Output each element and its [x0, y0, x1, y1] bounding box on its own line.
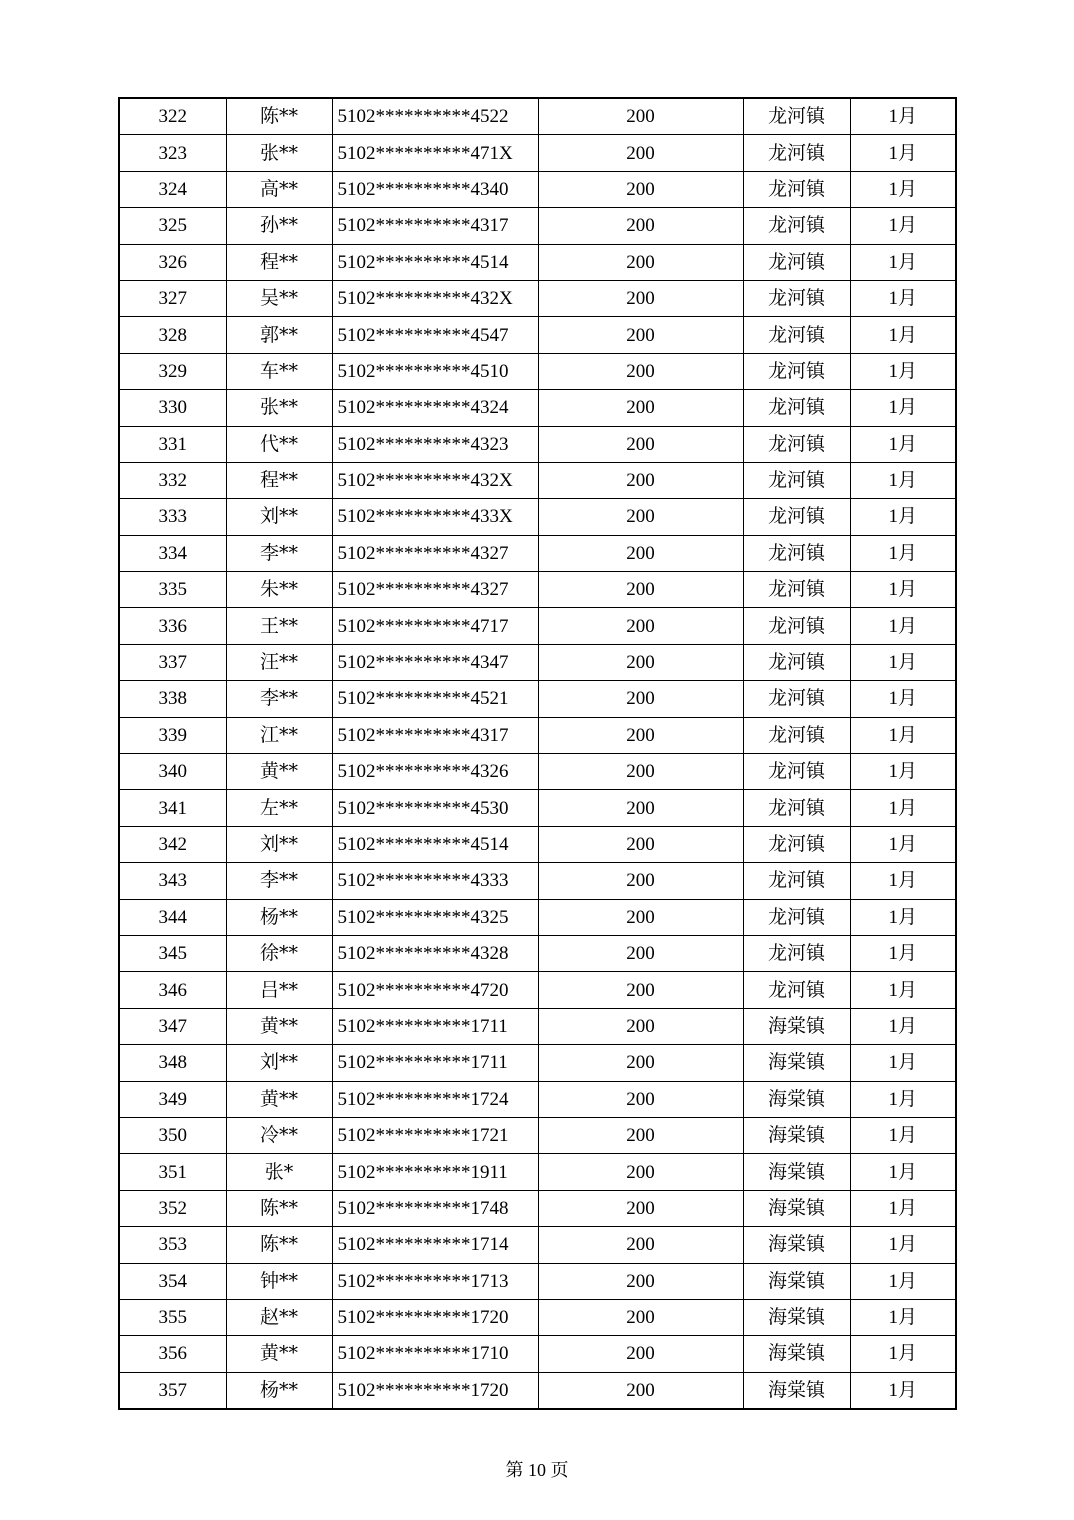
row-number-cell: 337: [119, 644, 226, 680]
month-cell: 1月: [850, 244, 956, 280]
row-number-cell: 344: [119, 899, 226, 935]
month-cell: 1月: [850, 208, 956, 244]
name-cell: 张**: [226, 390, 332, 426]
id-number-cell: 5102**********433X: [332, 499, 538, 535]
town-cell: 龙河镇: [743, 754, 850, 790]
table-row: [119, 208, 956, 244]
amount-cell: 200: [538, 572, 743, 608]
month-cell: 1月: [850, 935, 956, 971]
table-row: [119, 1154, 956, 1190]
table-row: [119, 426, 956, 462]
row-number-cell: 346: [119, 972, 226, 1008]
row-number-cell: 332: [119, 462, 226, 498]
month-cell: 1月: [850, 317, 956, 353]
month-cell: 1月: [850, 826, 956, 862]
town-cell: 龙河镇: [743, 135, 850, 171]
name-cell: 程**: [226, 462, 332, 498]
row-number-cell: 334: [119, 535, 226, 571]
month-cell: 1月: [850, 681, 956, 717]
name-cell: 李**: [226, 681, 332, 717]
id-number-cell: 5102**********1711: [332, 1008, 538, 1044]
amount-cell: 200: [538, 754, 743, 790]
amount-cell: 200: [538, 1227, 743, 1263]
name-cell: 吕**: [226, 972, 332, 1008]
table-row: [119, 899, 956, 935]
id-number-cell: 5102**********4317: [332, 208, 538, 244]
id-number-cell: 5102**********432X: [332, 280, 538, 316]
name-cell: 冷**: [226, 1117, 332, 1153]
id-number-cell: 5102**********4326: [332, 754, 538, 790]
row-number-cell: 326: [119, 244, 226, 280]
name-cell: 杨**: [226, 1372, 332, 1409]
name-cell: 汪**: [226, 644, 332, 680]
row-number-cell: 340: [119, 754, 226, 790]
town-cell: 海棠镇: [743, 1263, 850, 1299]
id-number-cell: 5102**********4317: [332, 717, 538, 753]
table-row: [119, 462, 956, 498]
subsidy-table: [118, 97, 957, 1410]
page-number: 第 10 页: [505, 1460, 569, 1480]
table-row: [119, 244, 956, 280]
row-number-cell: 350: [119, 1117, 226, 1153]
name-cell: 黄**: [226, 1008, 332, 1044]
table-body: [119, 98, 956, 1409]
month-cell: 1月: [850, 1227, 956, 1263]
table-row: [119, 608, 956, 644]
town-cell: 龙河镇: [743, 644, 850, 680]
amount-cell: 200: [538, 1154, 743, 1190]
town-cell: 海棠镇: [743, 1227, 850, 1263]
month-cell: 1月: [850, 1045, 956, 1081]
id-number-cell: 5102**********4547: [332, 317, 538, 353]
town-cell: 龙河镇: [743, 535, 850, 571]
id-number-cell: 5102**********1911: [332, 1154, 538, 1190]
month-cell: 1月: [850, 499, 956, 535]
month-cell: 1月: [850, 171, 956, 207]
town-cell: 海棠镇: [743, 1045, 850, 1081]
id-number-cell: 5102**********4514: [332, 244, 538, 280]
name-cell: 程**: [226, 244, 332, 280]
amount-cell: 200: [538, 353, 743, 389]
row-number-cell: 357: [119, 1372, 226, 1409]
month-cell: 1月: [850, 1117, 956, 1153]
id-number-cell: 5102**********1721: [332, 1117, 538, 1153]
id-number-cell: 5102**********1711: [332, 1045, 538, 1081]
id-number-cell: 5102**********4510: [332, 353, 538, 389]
amount-cell: 200: [538, 1008, 743, 1044]
table-row: [119, 1045, 956, 1081]
row-number-cell: 352: [119, 1190, 226, 1226]
month-cell: 1月: [850, 608, 956, 644]
town-cell: 海棠镇: [743, 1117, 850, 1153]
table-row: [119, 535, 956, 571]
town-cell: 龙河镇: [743, 608, 850, 644]
name-cell: 黄**: [226, 1336, 332, 1372]
amount-cell: 200: [538, 826, 743, 862]
amount-cell: 200: [538, 462, 743, 498]
id-number-cell: 5102**********432X: [332, 462, 538, 498]
town-cell: 龙河镇: [743, 717, 850, 753]
table-row: [119, 171, 956, 207]
id-number-cell: 5102**********4327: [332, 572, 538, 608]
month-cell: 1月: [850, 426, 956, 462]
town-cell: 龙河镇: [743, 499, 850, 535]
month-cell: 1月: [850, 1263, 956, 1299]
amount-cell: 200: [538, 244, 743, 280]
table-row: [119, 1227, 956, 1263]
town-cell: 海棠镇: [743, 1190, 850, 1226]
row-number-cell: 324: [119, 171, 226, 207]
row-number-cell: 354: [119, 1263, 226, 1299]
row-number-cell: 349: [119, 1081, 226, 1117]
amount-cell: 200: [538, 280, 743, 316]
id-number-cell: 5102**********1720: [332, 1299, 538, 1335]
row-number-cell: 342: [119, 826, 226, 862]
id-number-cell: 5102**********1710: [332, 1336, 538, 1372]
table-row: [119, 681, 956, 717]
month-cell: 1月: [850, 1299, 956, 1335]
town-cell: 海棠镇: [743, 1299, 850, 1335]
amount-cell: 200: [538, 98, 743, 135]
month-cell: 1月: [850, 972, 956, 1008]
town-cell: 龙河镇: [743, 826, 850, 862]
name-cell: 杨**: [226, 899, 332, 935]
month-cell: 1月: [850, 462, 956, 498]
name-cell: 刘**: [226, 1045, 332, 1081]
row-number-cell: 341: [119, 790, 226, 826]
town-cell: 龙河镇: [743, 390, 850, 426]
id-number-cell: 5102**********4340: [332, 171, 538, 207]
row-number-cell: 343: [119, 863, 226, 899]
amount-cell: 200: [538, 863, 743, 899]
town-cell: 海棠镇: [743, 1154, 850, 1190]
name-cell: 李**: [226, 535, 332, 571]
amount-cell: 200: [538, 717, 743, 753]
name-cell: 黄**: [226, 754, 332, 790]
amount-cell: 200: [538, 208, 743, 244]
id-number-cell: 5102**********4514: [332, 826, 538, 862]
town-cell: 龙河镇: [743, 171, 850, 207]
town-cell: 龙河镇: [743, 972, 850, 1008]
name-cell: 朱**: [226, 572, 332, 608]
row-number-cell: 329: [119, 353, 226, 389]
row-number-cell: 348: [119, 1045, 226, 1081]
name-cell: 刘**: [226, 826, 332, 862]
table-row: [119, 353, 956, 389]
table-row: [119, 317, 956, 353]
row-number-cell: 338: [119, 681, 226, 717]
amount-cell: 200: [538, 426, 743, 462]
id-number-cell: 5102**********1720: [332, 1372, 538, 1409]
row-number-cell: 353: [119, 1227, 226, 1263]
month-cell: 1月: [850, 790, 956, 826]
amount-cell: 200: [538, 1372, 743, 1409]
town-cell: 龙河镇: [743, 353, 850, 389]
town-cell: 龙河镇: [743, 208, 850, 244]
name-cell: 孙**: [226, 208, 332, 244]
row-number-cell: 351: [119, 1154, 226, 1190]
table-row: [119, 1263, 956, 1299]
name-cell: 车**: [226, 353, 332, 389]
amount-cell: 200: [538, 790, 743, 826]
town-cell: 龙河镇: [743, 863, 850, 899]
town-cell: 龙河镇: [743, 98, 850, 135]
id-number-cell: 5102**********4522: [332, 98, 538, 135]
row-number-cell: 322: [119, 98, 226, 135]
table-row: [119, 826, 956, 862]
name-cell: 刘**: [226, 499, 332, 535]
row-number-cell: 323: [119, 135, 226, 171]
id-number-cell: 5102**********4333: [332, 863, 538, 899]
name-cell: 吴**: [226, 280, 332, 316]
row-number-cell: 333: [119, 499, 226, 535]
id-number-cell: 5102**********4347: [332, 644, 538, 680]
table-row: [119, 1117, 956, 1153]
month-cell: 1月: [850, 535, 956, 571]
amount-cell: 200: [538, 608, 743, 644]
name-cell: 徐**: [226, 935, 332, 971]
town-cell: 龙河镇: [743, 790, 850, 826]
name-cell: 钟**: [226, 1263, 332, 1299]
id-number-cell: 5102**********4530: [332, 790, 538, 826]
name-cell: 陈**: [226, 1190, 332, 1226]
town-cell: 龙河镇: [743, 462, 850, 498]
amount-cell: 200: [538, 535, 743, 571]
id-number-cell: 5102**********4327: [332, 535, 538, 571]
month-cell: 1月: [850, 1154, 956, 1190]
id-number-cell: 5102**********4717: [332, 608, 538, 644]
table-row: [119, 1190, 956, 1226]
row-number-cell: 336: [119, 608, 226, 644]
town-cell: 龙河镇: [743, 899, 850, 935]
row-number-cell: 325: [119, 208, 226, 244]
name-cell: 赵**: [226, 1299, 332, 1335]
amount-cell: 200: [538, 1263, 743, 1299]
row-number-cell: 331: [119, 426, 226, 462]
month-cell: 1月: [850, 353, 956, 389]
table-row: [119, 572, 956, 608]
name-cell: 张*: [226, 1154, 332, 1190]
table-row: [119, 135, 956, 171]
row-number-cell: 330: [119, 390, 226, 426]
id-number-cell: 5102**********4324: [332, 390, 538, 426]
id-number-cell: 5102**********4325: [332, 899, 538, 935]
amount-cell: 200: [538, 390, 743, 426]
amount-cell: 200: [538, 1045, 743, 1081]
town-cell: 龙河镇: [743, 317, 850, 353]
month-cell: 1月: [850, 572, 956, 608]
month-cell: 1月: [850, 644, 956, 680]
table-row: [119, 790, 956, 826]
month-cell: 1月: [850, 98, 956, 135]
id-number-cell: 5102**********1714: [332, 1227, 538, 1263]
town-cell: 龙河镇: [743, 935, 850, 971]
amount-cell: 200: [538, 681, 743, 717]
amount-cell: 200: [538, 499, 743, 535]
table-row: [119, 1336, 956, 1372]
table-row: [119, 754, 956, 790]
row-number-cell: 327: [119, 280, 226, 316]
name-cell: 左**: [226, 790, 332, 826]
month-cell: 1月: [850, 135, 956, 171]
table-row: [119, 1081, 956, 1117]
month-cell: 1月: [850, 1008, 956, 1044]
amount-cell: 200: [538, 135, 743, 171]
table-row: [119, 280, 956, 316]
table-row: [119, 717, 956, 753]
amount-cell: 200: [538, 317, 743, 353]
name-cell: 郭**: [226, 317, 332, 353]
id-number-cell: 5102**********4521: [332, 681, 538, 717]
table-row: [119, 1008, 956, 1044]
name-cell: 黄**: [226, 1081, 332, 1117]
row-number-cell: 328: [119, 317, 226, 353]
row-number-cell: 356: [119, 1336, 226, 1372]
month-cell: 1月: [850, 717, 956, 753]
amount-cell: 200: [538, 1190, 743, 1226]
amount-cell: 200: [538, 1336, 743, 1372]
town-cell: 龙河镇: [743, 572, 850, 608]
amount-cell: 200: [538, 1081, 743, 1117]
name-cell: 陈**: [226, 1227, 332, 1263]
name-cell: 陈**: [226, 98, 332, 135]
month-cell: 1月: [850, 754, 956, 790]
town-cell: 海棠镇: [743, 1336, 850, 1372]
month-cell: 1月: [850, 899, 956, 935]
amount-cell: 200: [538, 1117, 743, 1153]
month-cell: 1月: [850, 1336, 956, 1372]
amount-cell: 200: [538, 935, 743, 971]
row-number-cell: 347: [119, 1008, 226, 1044]
table-row: [119, 935, 956, 971]
month-cell: 1月: [850, 863, 956, 899]
month-cell: 1月: [850, 1081, 956, 1117]
name-cell: 代**: [226, 426, 332, 462]
name-cell: 高**: [226, 171, 332, 207]
month-cell: 1月: [850, 280, 956, 316]
name-cell: 江**: [226, 717, 332, 753]
table-row: [119, 390, 956, 426]
id-number-cell: 5102**********471X: [332, 135, 538, 171]
town-cell: 龙河镇: [743, 426, 850, 462]
table-row: [119, 1372, 956, 1409]
id-number-cell: 5102**********1713: [332, 1263, 538, 1299]
table-row: [119, 972, 956, 1008]
amount-cell: 200: [538, 171, 743, 207]
month-cell: 1月: [850, 390, 956, 426]
row-number-cell: 339: [119, 717, 226, 753]
amount-cell: 200: [538, 1299, 743, 1335]
name-cell: 王**: [226, 608, 332, 644]
town-cell: 海棠镇: [743, 1372, 850, 1409]
table-row: [119, 98, 956, 135]
id-number-cell: 5102**********4720: [332, 972, 538, 1008]
amount-cell: 200: [538, 899, 743, 935]
id-number-cell: 5102**********4328: [332, 935, 538, 971]
id-number-cell: 5102**********1748: [332, 1190, 538, 1226]
town-cell: 龙河镇: [743, 280, 850, 316]
town-cell: 龙河镇: [743, 244, 850, 280]
name-cell: 李**: [226, 863, 332, 899]
id-number-cell: 5102**********1724: [332, 1081, 538, 1117]
amount-cell: 200: [538, 644, 743, 680]
month-cell: 1月: [850, 1372, 956, 1409]
table-row: [119, 863, 956, 899]
row-number-cell: 335: [119, 572, 226, 608]
town-cell: 海棠镇: [743, 1081, 850, 1117]
month-cell: 1月: [850, 1190, 956, 1226]
name-cell: 张**: [226, 135, 332, 171]
town-cell: 海棠镇: [743, 1008, 850, 1044]
row-number-cell: 355: [119, 1299, 226, 1335]
table-row: [119, 644, 956, 680]
table-row: [119, 499, 956, 535]
amount-cell: 200: [538, 972, 743, 1008]
town-cell: 龙河镇: [743, 681, 850, 717]
table-row: [119, 1299, 956, 1335]
id-number-cell: 5102**********4323: [332, 426, 538, 462]
row-number-cell: 345: [119, 935, 226, 971]
